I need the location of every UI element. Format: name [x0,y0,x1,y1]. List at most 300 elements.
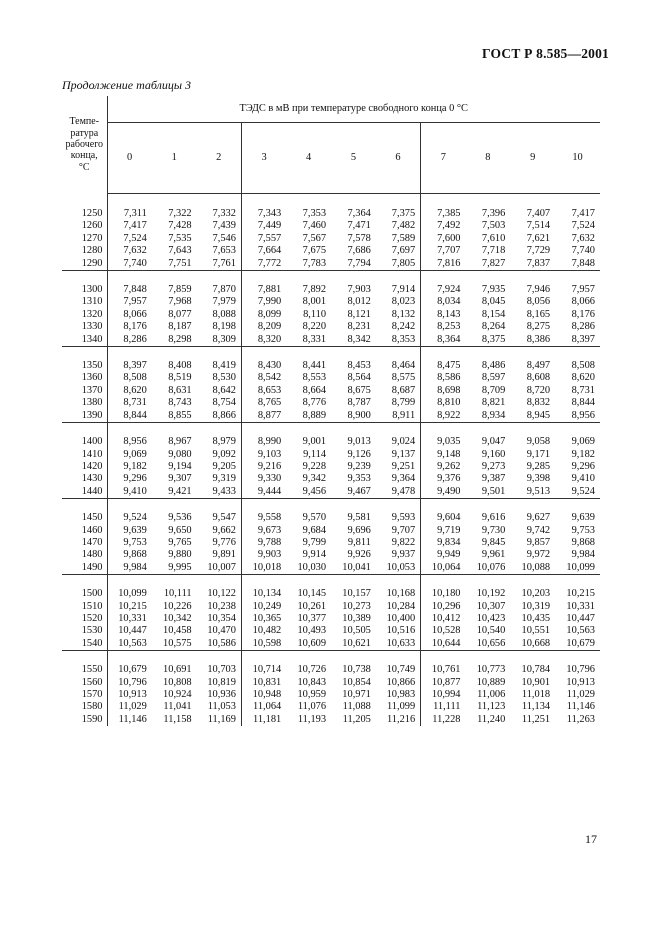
temperature-header-line: ратура [70,127,99,139]
emf-value-cell: 8,956 [555,410,600,423]
temperature-cell: 1350 [62,360,107,372]
column-header-7: 7 [421,123,466,194]
table-row [62,410,600,423]
group-spacer-row [62,499,600,513]
emf-value-cell: 8,519 [168,372,192,384]
emf-value-cell: 9,126 [347,448,371,460]
emf-value-cell: 9,307 [168,473,192,485]
emf-value-cell: 9,171 [526,448,551,460]
emf-value-cell: 10,913 [118,689,147,700]
column-header-10: 10 [555,123,600,194]
emf-value-cell: 7,332 [212,208,236,219]
emf-value-cell: 8,866 [197,410,242,423]
emf-value-cell: 7,848 [123,284,147,296]
emf-value-cell: 9,937 [391,549,416,561]
emf-value-cell: 10,598 [241,638,286,651]
temperature-cell: 1370 [62,385,107,397]
emf-value-cell: 10,703 [207,664,236,676]
emf-value-cell: 10,784 [521,664,551,676]
emf-value-cell: 10,238 [207,600,236,612]
emf-value-cell: 10,866 [386,676,416,688]
group-spacer-row [62,271,600,285]
emf-value-cell: 8,419 [212,360,236,372]
emf-value-cell: 8,620 [123,384,147,396]
emf-value-cell: 8,731 [123,397,147,409]
emf-value-cell: 11,064 [241,701,286,713]
emf-value-cell: 10,633 [376,638,421,651]
emf-value-cell: 10,586 [197,638,242,651]
emf-value-cell: 9,410 [107,486,152,499]
emf-value-cell: 8,508 [123,372,147,384]
emf-value-cell: 9,069 [123,448,147,460]
emf-value-cell: 7,816 [421,258,466,271]
emf-value-cell: 8,497 [526,360,551,372]
emf-value-cell: 8,687 [391,384,416,396]
temperature-cell: 1280 [62,245,107,257]
emf-value-cell: 10,122 [207,588,236,600]
emf-value-cell: 9,205 [212,460,236,472]
emf-value-cell: 11,111 [421,701,466,713]
emf-value-cell: 10,936 [207,689,236,700]
emf-value-cell: 7,407 [526,208,551,219]
emf-value-cell: 9,285 [526,460,551,472]
emf-value-cell: 8,810 [421,397,466,409]
emf-value-cell: 9,273 [481,460,506,472]
emf-value-cell: 8,900 [331,410,376,423]
emf-value-cell: 8,821 [481,397,506,409]
emf-value-cell: 8,731 [571,384,595,396]
emf-value-cell: 7,664 [241,245,286,257]
emf-value-cell: 9,216 [241,461,286,473]
emf-value-cell: 10,111 [163,588,192,600]
emf-value-cell: 8,187 [168,321,192,333]
emf-value-cell: 9,478 [376,486,421,499]
emf-value-cell: 10,354 [207,612,236,624]
temperature-header-line: рабочего [65,139,104,151]
emf-value-cell: 8,653 [241,385,286,397]
emf-value-cell: 8,023 [391,296,416,308]
emf-value-cell: 10,319 [521,600,551,612]
table-row [62,208,600,220]
emf-value-cell: 10,843 [297,676,327,688]
table-row [62,613,600,625]
temperature-cell: 1310 [62,296,107,308]
emf-value-cell: 10,516 [386,625,416,637]
emf-value-cell: 10,088 [510,562,555,575]
emf-value-cell: 10,423 [476,612,506,624]
emf-value-cell: 9,914 [302,549,327,561]
emf-value-cell: 10,994 [421,689,466,701]
emf-value-cell: 8,575 [391,372,416,384]
temperature-cell: 1340 [62,334,107,347]
emf-value-cell: 10,948 [241,689,286,701]
emf-value-cell: 7,557 [241,233,286,245]
emf-value-cell: 9,719 [421,525,466,537]
emf-value-cell: 10,134 [241,588,286,600]
emf-value-cell: 8,165 [526,308,551,320]
thermo-emf-table-container [62,96,600,726]
emf-value-cell: 7,968 [168,296,192,308]
emf-value-cell: 8,253 [421,321,466,333]
emf-value-cell: 9,650 [168,524,192,536]
emf-value-cell: 9,799 [302,536,327,548]
table-row [62,601,600,613]
emf-value-cell: 7,417 [571,208,595,219]
emf-value-cell: 9,684 [302,524,327,536]
emf-value-cell: 9,364 [391,473,416,485]
emf-value-cell: 9,868 [123,549,147,561]
emf-value-cell: 10,215 [118,600,147,612]
emf-value-cell: 10,400 [386,612,416,624]
emf-value-cell: 8,132 [391,308,416,320]
emf-value-cell: 8,220 [302,321,327,333]
emf-value-cell: 8,486 [481,360,506,372]
temperature-header-line: конца, [70,150,98,162]
emf-value-cell: 9,868 [571,536,595,548]
emf-value-cell: 9,467 [331,486,376,499]
emf-value-cell: 10,018 [241,562,286,575]
table-row [62,296,600,308]
emf-value-cell: 8,298 [152,334,197,347]
emf-value-cell: 9,673 [241,525,286,537]
emf-value-cell: 8,787 [347,397,371,409]
emf-value-cell: 8,979 [212,436,236,448]
emf-value-cell: 8,045 [481,296,506,308]
emf-value-cell: 8,342 [331,334,376,347]
emf-value-cell: 10,959 [297,689,327,700]
emf-value-cell: 8,034 [421,296,466,308]
emf-value-cell: 8,242 [391,321,416,333]
emf-value-cell: 7,794 [331,258,376,271]
emf-value-cell: 11,099 [386,701,416,713]
emf-value-cell: 8,475 [421,360,466,372]
emf-value-cell: 8,286 [571,321,595,333]
emf-value-cell: 8,231 [347,321,371,333]
emf-value-cell: 7,503 [481,220,506,232]
emf-value-cell: 9,069 [571,436,595,448]
table-row [62,372,600,384]
emf-value-cell: 10,563 [107,638,152,651]
emf-value-cell: 7,957 [571,284,595,296]
emf-value-cell: 9,891 [212,549,236,561]
emf-value-cell: 10,331 [118,612,147,624]
temperature-cell: 1430 [62,473,107,485]
emf-value-cell: 9,765 [168,536,192,548]
emf-value-cell: 10,053 [376,562,421,575]
emf-value-cell: 9,114 [303,448,327,460]
temperature-cell: 1270 [62,233,107,245]
column-header-8: 8 [466,123,511,194]
emf-value-cell: 10,644 [421,638,466,651]
emf-value-cell: 10,030 [286,562,331,575]
table-continuation-caption: Продолжение таблицы 3 [62,78,192,92]
group-spacer-row [62,347,600,361]
emf-value-cell: 9,228 [302,460,327,472]
emf-value-cell: 7,935 [481,284,506,296]
table-row [62,334,600,347]
emf-value-cell: 7,524 [571,220,595,232]
document-standard-header: ГОСТ Р 8.585—2001 [482,46,609,61]
emf-value-cell: 8,397 [555,334,600,347]
emf-value-cell: 9,570 [302,512,327,524]
temperature-cell: 1580 [62,701,107,713]
emf-value-cell: 11,146 [118,713,147,725]
emf-value-cell: 8,198 [212,321,236,333]
emf-value-cell: 9,593 [391,512,416,524]
thermo-emf-table [62,96,600,726]
emf-value-cell: 10,273 [342,600,371,612]
emf-value-cell: 7,740 [107,258,152,271]
emf-value-cell: 11,006 [477,689,506,700]
emf-value-cell: 8,441 [302,360,327,372]
emf-value-cell: 8,353 [376,334,421,347]
emf-value-cell: 9,776 [212,536,236,548]
emf-value-cell: 11,205 [342,713,371,725]
emf-value-cell: 8,799 [391,397,416,409]
emf-value-cell: 9,949 [421,549,466,561]
emf-value-cell: 9,024 [391,436,416,448]
emf-value-cell: 10,296 [421,601,466,613]
emf-value-cell: 10,470 [207,625,236,637]
emf-value-cell: 9,013 [347,436,371,448]
temperature-column-header [62,96,107,194]
emf-value-cell: 9,376 [421,473,466,485]
emf-value-cell: 11,076 [297,701,327,713]
emf-value-cell: 11,134 [521,701,551,713]
emf-value-cell: 7,578 [347,232,371,244]
emf-value-cell: 10,458 [163,625,192,637]
emf-value-cell: 10,145 [297,588,327,600]
emf-value-cell: 11,263 [566,713,595,725]
table-row [62,436,600,448]
emf-value-cell: 10,889 [476,676,506,688]
emf-value-cell: 11,228 [421,714,466,726]
emf-value-cell: 10,261 [297,600,327,612]
emf-value-cell: 7,990 [241,296,286,308]
emf-value-cell: 8,776 [302,397,327,409]
emf-value-cell: 10,528 [421,625,466,637]
emf-value-cell: 7,870 [212,284,236,296]
emf-value-cell: 9,662 [212,524,236,536]
emf-value-cell: 9,616 [481,512,506,524]
table-row [62,284,600,296]
emf-value-cell: 9,558 [241,512,286,524]
emf-value-cell: 7,428 [168,220,192,232]
emf-value-cell: 7,957 [123,296,147,308]
emf-value-cell: 8,597 [481,372,506,384]
temperature-cell: 1400 [62,436,107,448]
emf-value-cell: 8,453 [347,360,371,372]
emf-value-cell: 11,053 [207,701,236,713]
emf-value-cell: 8,099 [241,309,286,321]
emf-value-cell: 10,796 [118,676,147,688]
column-header-6: 6 [376,123,421,194]
emf-value-cell: 7,761 [197,258,242,271]
temperature-header-line: °С [78,161,90,173]
emf-value-cell: 11,029 [566,689,595,700]
table-row [62,714,600,726]
emf-value-cell: 11,158 [163,713,192,725]
emf-value-cell: 7,492 [421,220,466,232]
emf-value-cell: 8,121 [347,308,371,320]
temperature-header-line: Темпе- [69,116,100,128]
table-header-row-top [62,96,600,123]
emf-value-cell: 10,738 [342,664,371,676]
emf-value-cell: 8,176 [123,321,147,333]
temperature-cell: 1590 [62,714,107,726]
emf-value-cell: 11,029 [118,701,147,713]
emf-value-cell: 9,490 [421,486,466,499]
table-row [62,625,600,637]
emf-value-cell: 7,600 [421,233,466,245]
emf-value-cell: 7,783 [286,258,331,271]
emf-value-cell: 9,353 [347,473,371,485]
temperature-cell: 1320 [62,309,107,321]
table-row [62,525,600,537]
emf-value-cell: 10,761 [421,664,466,676]
emf-value-cell: 10,099 [118,588,147,600]
emf-value-cell: 8,066 [571,296,595,308]
emf-value-cell: 11,251 [521,713,551,725]
column-header-4: 4 [286,123,331,194]
column-header-3: 3 [241,123,286,194]
emf-value-cell: 7,567 [302,232,327,244]
emf-value-cell: 8,056 [526,296,551,308]
emf-value-cell: 11,216 [386,713,416,725]
emf-value-cell: 11,181 [241,714,286,726]
emf-value-cell: 7,621 [526,232,551,244]
emf-value-cell: 8,066 [123,308,147,320]
table-body [62,194,600,727]
emf-value-cell: 9,961 [481,549,506,561]
emf-value-cell: 8,642 [212,384,236,396]
emf-value-cell: 10,691 [163,664,192,676]
emf-value-cell: 10,482 [241,625,286,637]
temperature-cell: 1390 [62,410,107,423]
emf-value-cell: 8,364 [421,334,466,347]
emf-value-cell: 7,740 [571,245,595,257]
emf-value-cell: 7,353 [302,208,327,219]
emf-value-cell: 7,827 [466,258,511,271]
emf-value-cell: 8,143 [421,309,466,321]
table-row [62,449,600,461]
table-row [62,220,600,232]
emf-value-cell: 10,076 [466,562,511,575]
emf-value-cell: 10,099 [555,562,600,575]
emf-value-cell: 8,088 [212,308,236,320]
emf-value-cell: 7,322 [168,208,192,219]
emf-value-cell: 7,805 [376,258,421,271]
emf-value-cell: 8,608 [526,372,551,384]
emf-value-cell: 10,540 [476,625,506,637]
emf-value-cell: 9,182 [123,460,147,472]
emf-value-cell: 10,714 [241,664,286,676]
emf-value-cell: 10,307 [476,600,506,612]
group-spacer-row [62,423,600,437]
temperature-cell: 1570 [62,689,107,701]
emf-value-cell: 9,857 [526,536,551,548]
table-row [62,638,600,651]
emf-value-cell: 10,808 [163,676,192,688]
group-spacer-row [62,651,600,665]
emf-value-cell: 10,971 [342,689,371,700]
emf-value-cell: 9,547 [212,512,236,524]
emf-value-cell: 8,375 [466,334,511,347]
table-row [62,512,600,524]
emf-value-cell: 10,679 [555,638,600,651]
emf-value-cell: 8,967 [168,436,192,448]
emf-value-cell: 10,679 [118,664,147,676]
table-row [62,233,600,245]
temperature-cell: 1540 [62,638,107,651]
temperature-cell: 1360 [62,372,107,384]
emf-value-cell: 8,012 [347,296,371,308]
emf-value-cell: 9,995 [152,562,197,575]
emf-value-cell: 8,309 [197,334,242,347]
emf-value-cell: 9,639 [571,512,595,524]
emf-value-cell: 8,001 [302,296,327,308]
emf-value-cell: 9,092 [212,448,236,460]
emf-value-cell: 9,398 [526,473,551,485]
emf-value-cell: 8,631 [168,384,192,396]
emf-value-cell: 10,215 [566,588,595,600]
emf-value-cell: 11,123 [477,701,506,713]
group-spacer-row [62,194,600,209]
temperature-cell: 1530 [62,625,107,637]
table-row [62,397,600,409]
emf-value-cell: 9,182 [571,448,595,460]
emf-value-cell: 9,410 [571,473,595,485]
table-row [62,245,600,257]
emf-value-cell: 9,239 [347,460,371,472]
emf-value-cell: 8,664 [302,384,327,396]
emf-value-cell: 8,464 [391,360,416,372]
emf-value-cell: 9,524 [555,486,600,499]
emf-value-cell: 7,686 [347,245,371,257]
emf-value-cell: 9,421 [152,486,197,499]
emf-value-cell: 11,146 [566,701,595,713]
emf-value-cell: 8,911 [376,410,421,423]
table-row [62,562,600,575]
emf-value-cell: 10,831 [241,677,286,689]
table-row [62,677,600,689]
emf-value-cell: 9,513 [510,486,555,499]
emf-value-cell: 9,753 [571,524,595,536]
emf-value-cell: 9,822 [391,536,416,548]
emf-value-cell: 10,041 [331,562,376,575]
emf-value-cell: 8,698 [421,385,466,397]
emf-value-cell: 7,697 [391,245,416,257]
emf-value-cell: 10,819 [207,676,236,688]
emf-value-cell: 7,439 [212,220,236,232]
emf-value-cell: 8,990 [241,436,286,448]
emf-value-cell: 7,653 [212,245,236,257]
emf-value-cell: 7,385 [421,208,466,220]
emf-value-cell: 9,581 [347,512,371,524]
column-header-5: 5 [331,123,376,194]
temperature-cell: 1550 [62,664,107,676]
emf-value-cell: 7,589 [391,232,416,244]
emf-value-cell: 10,656 [466,638,511,651]
page-number: 17 [585,832,597,846]
emf-value-cell: 7,535 [168,232,192,244]
emf-value-cell: 8,832 [526,397,551,409]
emf-value-cell: 10,726 [297,664,327,676]
temperature-cell: 1560 [62,677,107,689]
emf-value-cell: 10,203 [521,588,551,600]
emf-value-cell: 9,148 [421,449,466,461]
emf-value-cell: 9,696 [347,524,371,536]
